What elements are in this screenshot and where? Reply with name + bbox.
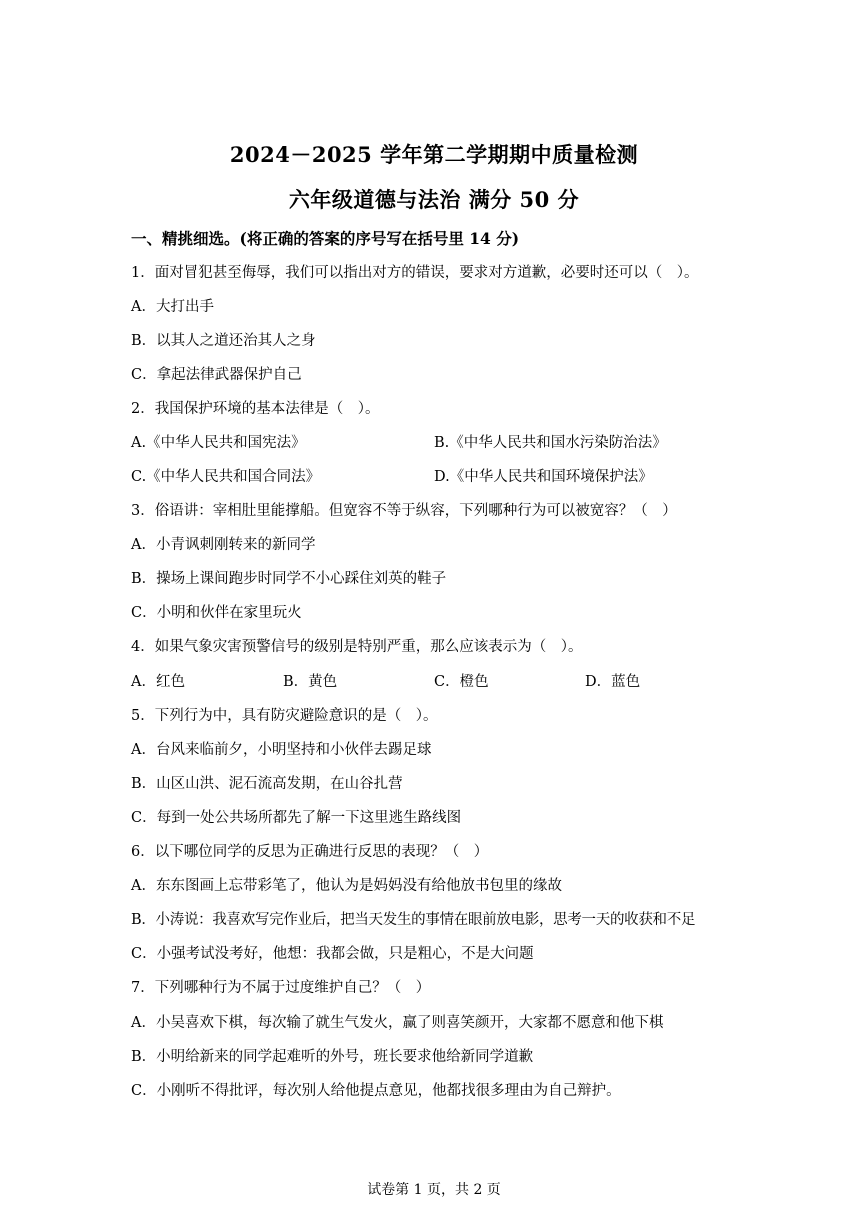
exam-subtitle: 六年级道德与法治 满分 50 分: [288, 187, 580, 212]
question-7-stem: 7．下列哪种行为不属于过度维护自己？（ ）: [131, 980, 431, 996]
question-2-option-c: C.《中华人民共和国合同法》: [131, 469, 321, 485]
question-4-stem: 4．如果气象灾害预警信号的级别是特别严重，那么应该表示为（ ）。: [131, 639, 583, 655]
page-footer: 试卷第 1 页，共 2 页: [367, 1182, 501, 1198]
question-2-option-a: A.《中华人民共和国宪法》: [131, 435, 306, 451]
question-7-option-c: C．小刚听不得批评，每次别人给他提点意见，他都找很多理由为自己辩护。: [131, 1083, 621, 1099]
question-3-stem: 3．俗语讲：宰相肚里能撑船。但宽容不等于纵容，下列哪种行为可以被宽容？（ ）: [131, 503, 677, 519]
question-5-option-a: A．台风来临前夕，小明坚持和小伙伴去踢足球: [131, 742, 432, 758]
question-1-option-a: A．大打出手: [131, 299, 214, 315]
question-1-option-b: B．以其人之道还治其人之身: [131, 333, 316, 349]
question-7-option-b: B．小明给新来的同学起难听的外号，班长要求他给新同学道歉: [131, 1049, 534, 1065]
exam-title: 2024－2025 学年第二学期期中质量检测: [229, 142, 639, 167]
question-4-option-d: D．蓝色: [585, 674, 641, 690]
question-5-stem: 5．下列行为中，具有防灾避险意识的是（ ）。: [131, 708, 438, 724]
question-3-option-c: C．小明和伙伴在家里玩火: [131, 605, 302, 621]
question-4-option-c: C．橙色: [434, 674, 489, 690]
question-5-option-b: B．山区山洪、泥石流高发期，在山谷扎营: [131, 776, 403, 792]
question-2-stem: 2．我国保护环境的基本法律是（ ）。: [131, 401, 380, 417]
question-5-option-c: C．每到一处公共场所都先了解一下这里逃生路线图: [131, 810, 462, 826]
section-heading: 一、精挑细选。(将正确的答案的序号写在括号里 14 分): [131, 229, 520, 248]
question-2-option-b: B.《中华人民共和国水污染防治法》: [434, 435, 667, 451]
question-3-option-b: B．操场上课间跑步时同学不小心踩住刘英的鞋子: [131, 571, 447, 587]
question-6-option-b: B．小涛说：我喜欢写完作业后，把当天发生的事情在眼前放电影，思考一天的收获和不足: [131, 912, 696, 928]
question-4-option-a: A．红色: [131, 674, 185, 690]
question-4-option-b: B．黄色: [283, 674, 338, 690]
question-3-option-a: A．小青讽刺刚转来的新同学: [131, 537, 316, 553]
question-6-option-a: A．东东图画上忘带彩笔了，他认为是妈妈没有给他放书包里的缘故: [131, 878, 562, 894]
question-6-option-c: C．小强考试没考好，他想：我都会做，只是粗心，不是大问题: [131, 946, 534, 962]
question-2-option-d: D.《中华人民共和国环境保护法》: [434, 469, 653, 485]
question-1-option-c: C．拿起法律武器保护自己: [131, 367, 302, 383]
question-1-stem: 1．面对冒犯甚至侮辱，我们可以指出对方的错误，要求对方道歉，必要时还可以（ ）。: [131, 265, 699, 281]
question-6-stem: 6．以下哪位同学的反思为正确进行反思的表现？（ ）: [131, 844, 489, 860]
question-7-option-a: A．小吴喜欢下棋，每次输了就生气发火，赢了则喜笑颜开，大家都不愿意和他下棋: [131, 1015, 664, 1031]
